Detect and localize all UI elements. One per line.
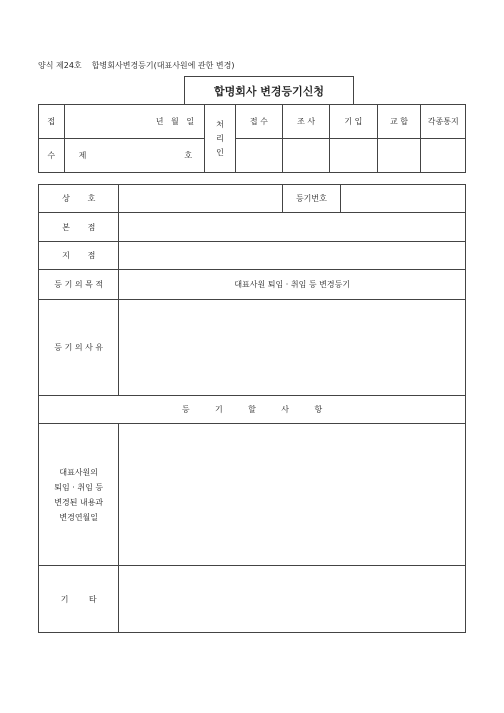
form-title: 합명회사 변경등기신청 — [184, 76, 354, 105]
processing-label: 처 리 인 — [205, 105, 236, 173]
head-office-field[interactable] — [119, 213, 466, 242]
purpose-label: 등 기 의 목 적 — [39, 270, 119, 300]
changes-field[interactable] — [119, 424, 466, 566]
receipt-date-field[interactable]: 년 월 일 — [64, 105, 205, 139]
stamp-review[interactable] — [282, 139, 329, 173]
receipt-label-bottom: 수 — [39, 139, 65, 173]
number-prefix: 제 — [78, 151, 87, 160]
col-notice: 각종통지 — [421, 105, 466, 139]
branch-field[interactable] — [119, 242, 466, 270]
other-field[interactable] — [119, 566, 466, 633]
registration-table — [38, 184, 466, 633]
changes-label: 대표사원의 퇴임 · 취임 등 변경된 내용과 변경연월일 — [39, 424, 119, 566]
branch-label: 지 점 — [39, 242, 119, 270]
company-name-field[interactable] — [119, 185, 283, 213]
form-number-note: 양식 제24호 합병회사변경등기(대표사원에 관한 변경) — [38, 61, 235, 70]
number-suffix: 호 — [184, 151, 193, 160]
stamp-entry[interactable] — [330, 139, 377, 173]
col-entry: 기 입 — [330, 105, 377, 139]
purpose-value[interactable]: 대표사원 퇴임 · 취임 등 변경등기 — [119, 270, 466, 300]
receipt-label-top: 접 — [39, 105, 65, 139]
col-review: 조 사 — [282, 105, 329, 139]
company-name-label: 상 호 — [39, 185, 119, 213]
receipt-number-field[interactable] — [64, 139, 205, 173]
stamp-notice[interactable] — [421, 139, 466, 173]
receipt-table — [38, 104, 466, 173]
col-check: 교 합 — [377, 105, 421, 139]
head-office-label: 본 점 — [39, 213, 119, 242]
registration-number-label: 등기번호 — [283, 185, 341, 213]
other-label: 기 타 — [39, 566, 119, 633]
reason-field[interactable] — [119, 300, 466, 396]
col-receipt: 접 수 — [235, 105, 282, 139]
stamp-receipt[interactable] — [235, 139, 282, 173]
stamp-check[interactable] — [377, 139, 421, 173]
matters-header: 등 기 할 사 항 — [39, 396, 466, 424]
registration-number-field[interactable] — [340, 185, 465, 213]
reason-label: 등 기 의 사 유 — [39, 300, 119, 396]
